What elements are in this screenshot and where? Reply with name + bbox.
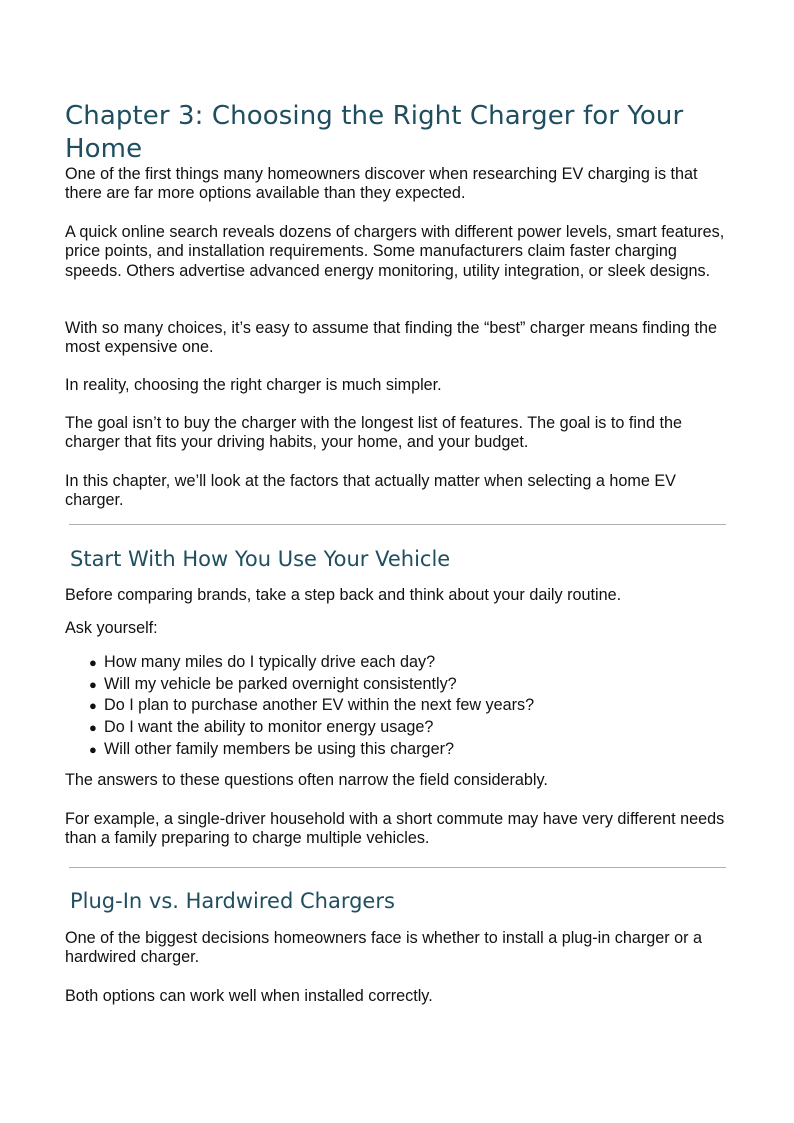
list-item-text: Do I plan to purchase another EV within the next few years? bbox=[104, 696, 535, 715]
list-item bbox=[89, 695, 534, 717]
intro-paragraph-6: In this chapter, we’ll look at the factors that actually matter when selecting a home EV charger. bbox=[65, 472, 676, 510]
section-divider bbox=[69, 524, 726, 525]
list-item-text: Do I want the ability to monitor energy usage? bbox=[104, 718, 434, 737]
intro-paragraph-5: The goal isn’t to buy the charger with the longest list of features. The goal is to find the charger that fits your driving habits, your home, and your budget. bbox=[65, 414, 682, 452]
intro-paragraph-1: One of the first things many homeowners discover when researching EV charging is that there are far more options available than they expected. bbox=[65, 165, 698, 203]
list-item-text: How many miles do I typically drive each day? bbox=[104, 653, 436, 671]
section-heading-vehicle-use: Start With How You Use Your Vehicle bbox=[70, 547, 451, 571]
section1-paragraph-2: Ask yourself: bbox=[65, 619, 158, 637]
bullet-icon: ● bbox=[89, 698, 97, 714]
section1-paragraph-3: The answers to these questions often narrow the field considerably. bbox=[65, 771, 548, 789]
section1-paragraph-4: For example, a single-driver household with a short commute may have very different needs than a family preparing to charge multiple vehicles. bbox=[65, 810, 725, 848]
list-item bbox=[89, 739, 534, 761]
intro-paragraph-4: In reality, choosing the right charger is much simpler. bbox=[65, 376, 442, 394]
section-divider bbox=[69, 867, 726, 868]
intro-paragraph-2: A quick online search reveals dozens of chargers with different power levels, smart features, price points, and installation requirements. Some manufacturers claim faster charging speeds. Others advertise advanced energy monitoring, utility integration, or sleek designs. bbox=[65, 223, 725, 280]
section1-paragraph-1: Before comparing brands, take a step back and think about your daily routine. bbox=[65, 586, 622, 604]
question-list bbox=[89, 652, 534, 761]
bullet-icon: ● bbox=[89, 741, 97, 757]
bullet-icon: ● bbox=[89, 655, 97, 670]
bullet-icon: ● bbox=[89, 720, 97, 736]
chapter-title: Chapter 3: Choosing the Right Charger for Your Home bbox=[65, 101, 684, 164]
section2-paragraph-2: Both options can work well when installed correctly. bbox=[65, 987, 433, 1005]
list-item-text: Will other family members be using this charger? bbox=[104, 739, 454, 758]
intro-paragraph-3: With so many choices, it’s easy to assume that finding the “best” charger means finding the most expensive one. bbox=[65, 319, 718, 357]
list-item bbox=[89, 652, 534, 674]
section2-paragraph-1: One of the biggest decisions homeowners face is whether to install a plug-in charger or a hardwired charger. bbox=[65, 929, 703, 967]
section-heading-plug-in-vs-hardwired: Plug-In vs. Hardwired Chargers bbox=[70, 889, 395, 913]
list-item bbox=[89, 674, 534, 696]
list-item-text: Will my vehicle be parked overnight consistently? bbox=[104, 674, 457, 693]
bullet-icon: ● bbox=[89, 676, 97, 692]
list-item bbox=[89, 717, 534, 739]
